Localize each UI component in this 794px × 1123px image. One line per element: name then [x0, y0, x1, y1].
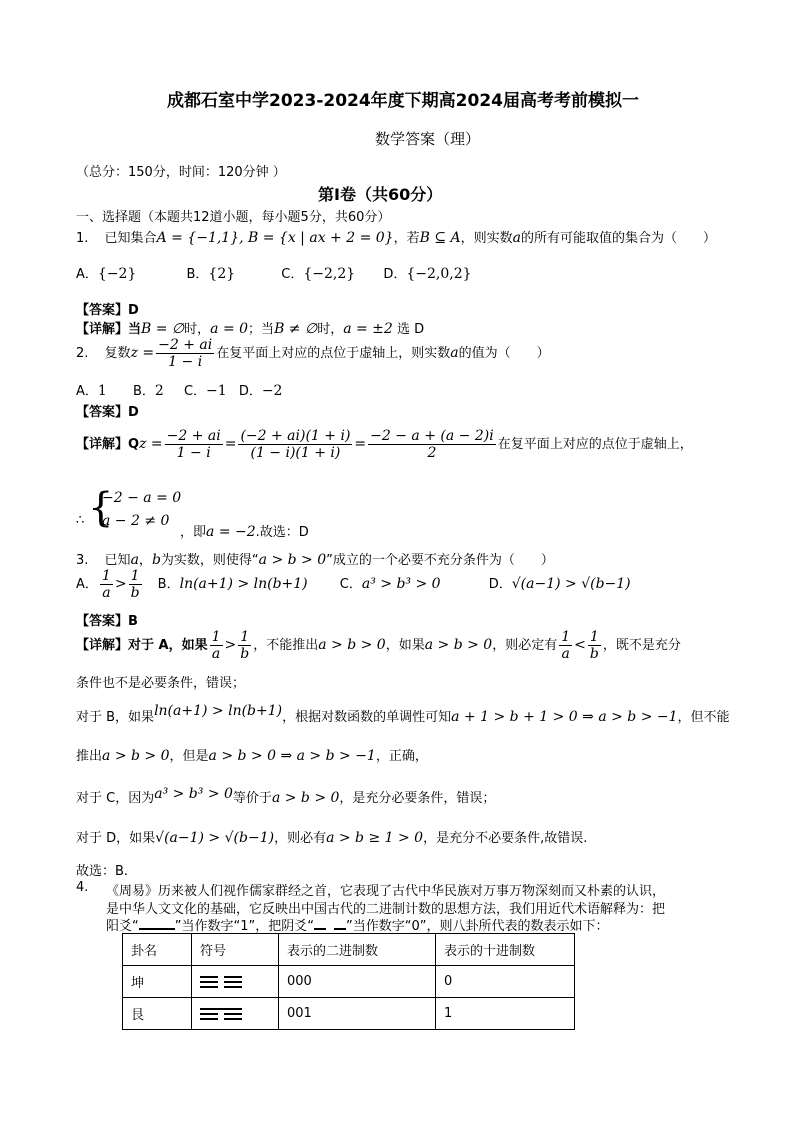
q1-option-c: {−2,2} — [303, 266, 356, 282]
q2-system-eq1: −2 − a = 0 — [102, 490, 182, 506]
bagua-table — [122, 933, 575, 1030]
q3-d4-t3: ，是充分必要条件，错误； — [339, 791, 496, 806]
q1-detail-val2: a = ±2 — [343, 321, 393, 337]
col-header-symbol: 符号 — [192, 934, 279, 966]
q2-detail: 【详解】Qz = $\frac{-2 + ai}{1 - i}$ = $\frac{(-2 + ai)(1 + i)}{(1 - i)(1 + i)}$ = $\frac{-2 - a + (a - 2)i}{2}$ 在复平面上对应的点位于虚轴上， — [76, 428, 693, 462]
q2-frac2-den: (1 − i)(1 + i) — [250, 445, 341, 462]
q3-d2-m1: ln(a+1) > ln(b+1) — [154, 703, 283, 719]
q3-detail-1b: 条件也不是必要条件，错误； — [76, 676, 246, 691]
q2-answer: 【答案】D — [76, 405, 139, 420]
section-heading: 第Ⅰ卷（共60分） — [318, 185, 443, 204]
q1-number: 1. — [76, 231, 89, 246]
q3-d2-t1: 对于 B，如果 — [76, 710, 155, 725]
q4-line3-b: ”当作数字“1”，把阴爻“ — [174, 919, 314, 934]
q3-d5-m1: √(a−1) > √(b−1) — [155, 830, 275, 846]
q3-option-b: ln(a+1) > ln(b+1) — [179, 576, 308, 593]
q2-detail-z: z = — [139, 436, 163, 453]
q2-option-b-label: B． — [132, 384, 155, 399]
q2-system-eq2: a − 2 ≠ 0 — [102, 513, 170, 529]
q3-d3-t2: ，但是 — [169, 749, 209, 764]
col-header-name: 卦名 — [123, 934, 192, 966]
q2-option-c-label: C． — [183, 384, 207, 399]
q1-sets: A = {−1,1}, B = {x | ax + 2 = 0} — [156, 230, 394, 246]
q1-detail-t3: 时， — [317, 322, 344, 337]
q1-option-a: {−2} — [97, 266, 137, 282]
q2-conclude-c: .故选：D — [255, 525, 309, 540]
q3-d4-m1: a³ > b³ > 0 — [154, 786, 233, 802]
q2-frac3-den: 2 — [427, 445, 437, 462]
q2-therefore: ∴ — [76, 513, 85, 528]
q4-line2: 是中华人文文化的基础，它反映出中国古代的二进制计数的思想方法，我们用近代术语解释为：把 — [106, 902, 666, 917]
col-header-decimal: 表示的十进制数 — [436, 934, 575, 966]
q3-detail-1: 【详解】对于 A，如果 $\frac{1}{a}$ > $\frac{1}{b}$ ，不能推出a > b > 0，如果a > b > 0，则必定有 $\frac{1}{a}$ < $\frac{1}{b}$ ，既不是充分 — [76, 629, 681, 663]
q2-number: 2. — [76, 346, 89, 362]
q3-d2-m2: a + 1 > b + 1 > 0 ⇒ a > b > −1 — [451, 709, 678, 725]
q1-option-b-label: B． — [186, 267, 209, 282]
col-header-binary: 表示的二进制数 — [279, 934, 436, 966]
q1-detail-choice: 选 D — [396, 322, 425, 337]
q3-d1-t3: ，则必定有 — [492, 638, 558, 654]
q3-text-b: ， — [138, 553, 152, 568]
trigram-gen-icon — [192, 998, 279, 1030]
q3-text-a: 已知 — [104, 553, 131, 568]
trigram-binary: 000 — [279, 966, 436, 998]
q2-frac1-den: 1 − i — [176, 445, 211, 462]
q1-option-d-label: D． — [383, 267, 407, 282]
q2-options — [76, 380, 282, 399]
q3-cond: a > b > 0 — [258, 552, 327, 568]
q1-var: a — [512, 230, 521, 246]
table-row — [123, 966, 575, 998]
q1-options — [76, 263, 472, 282]
q3-option-a-label: A． — [76, 577, 98, 593]
q3-d1-m1: a > b > 0 — [318, 637, 386, 654]
q1-detail-cond1: B = ∅ — [141, 321, 185, 337]
q1-text-a: 已知集合 — [104, 231, 157, 246]
q3-text-d: ”成立的一个必要不充分条件为（ ） — [326, 553, 554, 568]
q1-option-b: {2} — [208, 266, 236, 282]
q3-option-b-label: B． — [157, 577, 180, 593]
q3-options: A． $\frac{1}{a}$ > $\frac{1}{b}$ B．ln(a+1) > ln(b+1) C．a³ > b³ > 0 D．√(a−1) > √(b−1) — [76, 568, 631, 602]
q4-line3-c: ”当作数字“0”，则八卦所代表的数表示如下： — [345, 919, 609, 934]
q3-d4-t2: 等价于 — [232, 791, 272, 806]
q3-d2-t2: ，根据对数函数的单调性可知 — [282, 710, 452, 725]
q3-d3-t3: ，正确， — [375, 749, 428, 764]
trigram-name: 艮 — [123, 998, 192, 1030]
q3-d1-t1: ，不能推出 — [253, 638, 319, 654]
q1-detail-t1: 时， — [184, 322, 211, 337]
q2-detail-label: 【详解】Q — [76, 437, 140, 453]
q2-fraction — [156, 337, 214, 370]
q2-option-d: −2 — [261, 383, 283, 399]
q2-option-d-label: D． — [238, 384, 262, 399]
trigram-binary: 001 — [279, 998, 436, 1030]
q3-detail-3 — [76, 745, 428, 764]
exam-meta: （总分：150分，时间：120分钟 ） — [76, 165, 286, 180]
trigram-kun-icon — [192, 966, 279, 998]
q1-option-d: {−2,0,2} — [406, 266, 472, 282]
q2-option-c: −1 — [206, 383, 227, 399]
q3-d1-t4: ，既不是充分 — [602, 638, 681, 654]
yang-line-icon — [139, 928, 175, 930]
q3-option-d-label: D． — [488, 577, 512, 593]
q1-detail — [76, 318, 424, 337]
q3-stem: 3. 已知a，b为实数，则使得“a > b > 0”成立的一个必要不充分条件为（ ） — [76, 552, 554, 568]
q3-option-d: √(a−1) > √(b−1) — [511, 576, 631, 593]
q4-line3-a: 阳爻“ — [106, 919, 139, 934]
q2-detail-frac1 — [165, 428, 223, 461]
q1-option-a-label: A． — [76, 267, 98, 282]
q2-text-b: 在复平面上对应的点位于虚轴上，则实数 — [216, 346, 451, 362]
q1-answer: 【答案】D — [76, 303, 139, 318]
q3-d4-m2: a > b > 0 — [271, 790, 340, 806]
q4-line1: 《周易》历来被人们视作儒家群经之首，它表现了古代中华民族对万事万物深刻而又朴素的认识， — [106, 884, 666, 899]
table-row — [123, 998, 575, 1030]
q2-conclude-value: a = −2 — [206, 524, 256, 540]
q2-stem — [76, 337, 550, 370]
q2-var: a — [450, 345, 459, 362]
q2-detail-text: 在复平面上对应的点位于虚轴上， — [497, 437, 693, 453]
q3-d3-m1: a > b > 0 — [102, 748, 170, 764]
q3-d2-t3: ，但不能 — [677, 710, 730, 725]
q2-frac1-num: −2 + ai — [166, 428, 221, 444]
trigram-name: 坤 — [123, 966, 192, 998]
document-title: 成都石室中学2023-2024年度下期高2024届高考考前模拟一 — [167, 91, 639, 111]
q2-text-a: 复数 — [104, 346, 131, 362]
part-heading: 一、选择题（本题共12道小题，每小题5分，共60分） — [76, 210, 391, 225]
trigram-decimal: 1 — [436, 998, 575, 1030]
q3-d3-t1: 推出 — [76, 749, 103, 764]
q3-d5-t3: ，是充分不必要条件,故错误. — [423, 831, 588, 846]
trigram-decimal: 0 — [436, 966, 575, 998]
q4-line3 — [106, 915, 608, 934]
q2-conclude-a: ，即 — [180, 525, 207, 540]
q3-d1-m2: a > b > 0 — [424, 637, 493, 654]
q2-option-a-label: A． — [76, 384, 98, 399]
q3-detail-4 — [76, 787, 495, 806]
q3-number: 3. — [76, 553, 89, 568]
q1-detail-cond2: B ≠ ∅ — [274, 321, 318, 337]
q3-option-c-label: C． — [339, 577, 362, 593]
q3-detail-2 — [76, 703, 730, 725]
q3-option-c: a³ > b³ > 0 — [361, 576, 441, 593]
q1-stem — [76, 227, 716, 246]
q1-text-b: ，若 — [393, 231, 420, 246]
q1-option-c-label: C． — [281, 267, 304, 282]
q2-option-b: 2 — [154, 383, 164, 399]
q3-answer: 【答案】B — [76, 614, 138, 629]
q3-choose: 故选：B. — [76, 864, 129, 879]
q2-denominator: 1 − i — [168, 354, 203, 371]
q3-text-c: 为实数，则使得“ — [160, 553, 259, 568]
q2-z: z = — [130, 345, 155, 362]
q1-detail-label: 【详解】当 — [76, 322, 142, 337]
q2-numerator: −2 + ai — [158, 337, 213, 353]
q3-d3-m2: a > b > 0 ⇒ a > b > −1 — [208, 748, 376, 764]
table-header-row — [123, 934, 575, 966]
q1-text-c: ，则实数 — [460, 231, 513, 246]
q2-detail-frac2 — [238, 428, 352, 461]
q3-d5-m2: a > b ≥ 1 > 0 — [326, 830, 424, 846]
q2-frac2-num: (−2 + ai)(1 + i) — [240, 428, 351, 444]
q1-text-d: 的所有可能取值的集合为（ ） — [521, 231, 717, 246]
q1-condition: B ⊆ A — [419, 230, 461, 246]
q1-detail-val1: a = 0 — [210, 321, 249, 337]
q3-d1-t2: ，如果 — [385, 638, 425, 654]
q1-detail-t2: ；当 — [248, 322, 275, 337]
q3-detail-label: 【详解】对于 A，如果 — [76, 638, 208, 654]
q4-number: 4. — [76, 880, 89, 895]
q3-d4-t1: 对于 C，因为 — [76, 791, 155, 806]
q2-option-a: 1 — [97, 383, 107, 399]
document-subtitle: 数学答案（理） — [375, 130, 481, 148]
q3-d5-t1: 对于 D，如果 — [76, 831, 156, 846]
q2-frac3-num: −2 − a + (a − 2)i — [370, 428, 494, 444]
q3-detail-5 — [76, 827, 587, 846]
q3-d5-t2: ，则必有 — [274, 831, 327, 846]
q2-text-c: 的值为（ ） — [458, 346, 550, 362]
yin-line-icon — [314, 919, 346, 934]
q2-detail-frac3 — [368, 428, 496, 461]
